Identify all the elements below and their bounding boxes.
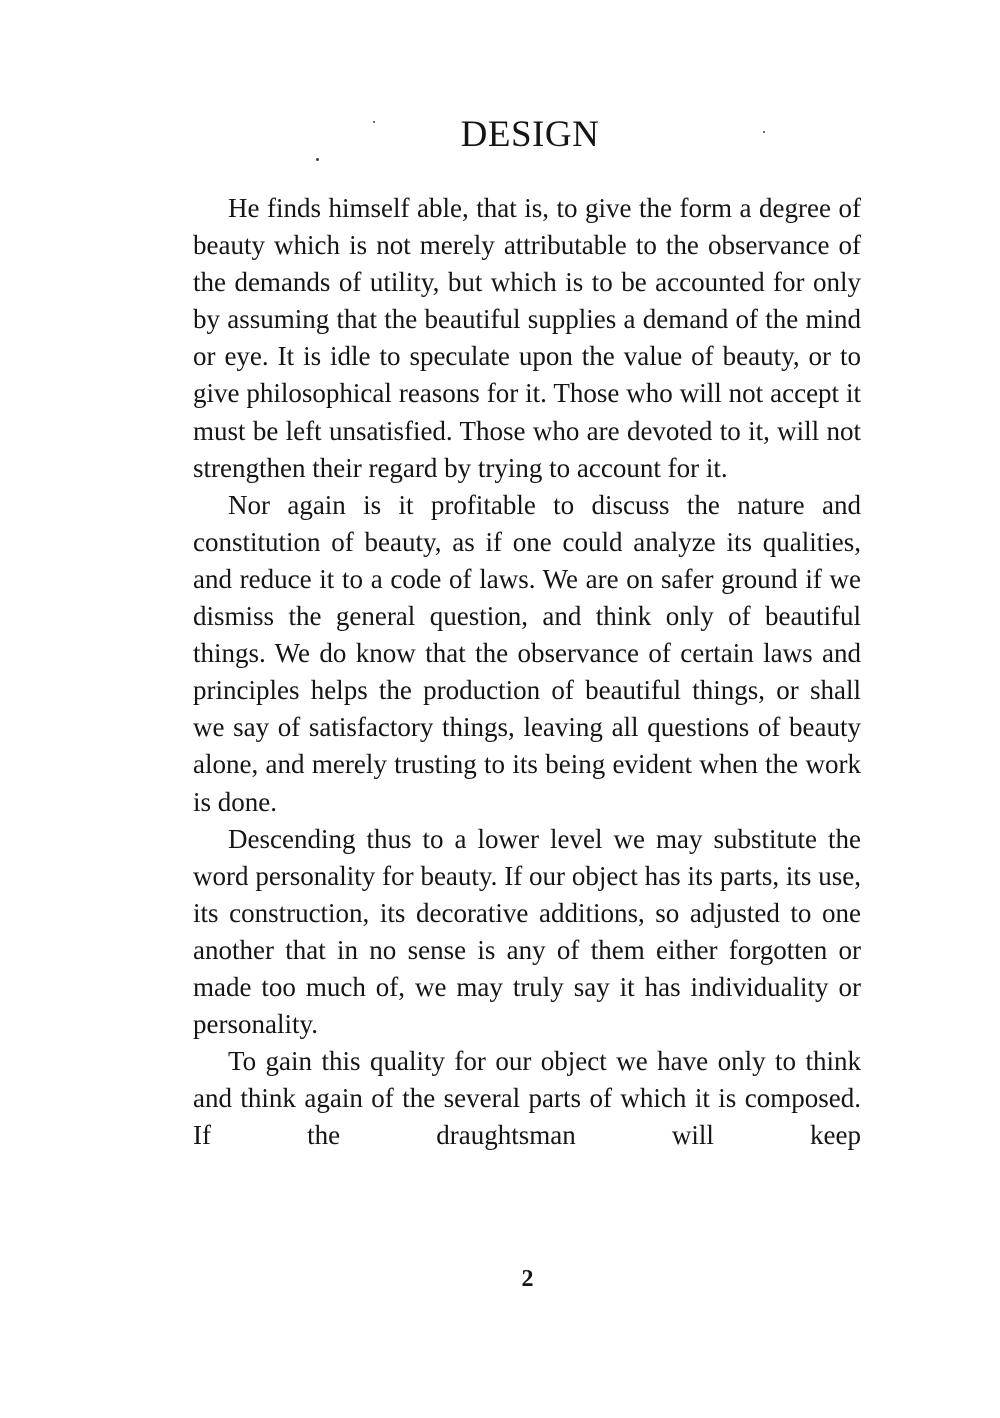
body-text	[193, 190, 861, 1154]
paragraph: To gain this quality for our object we have only to think and think again of the several parts of which it is composed. If the draughtsman will keep	[193, 1046, 861, 1151]
paragraph: Descending thus to a lower level we may substitute the word personality for beauty. If our object has its parts, its use, its construction, its decorative additions, so adjusted to one another that in no sense is any of them either forgotten or made too much of, we may truly say it has individuality or personality.	[193, 823, 861, 1040]
paragraph: He finds himself able, that is, to give the form a degree of beauty which is not merely attributable to the observance of the demands of utility, but which is to be accounted for only by assuming that the beautiful supplies a demand of the mind or eye. It is idle to speculate upon the value of beauty, or to give philosophical reasons for it. Those who will not accept it must be left unsatisfied. Those who are devoted to it, will not strengthen their regard by trying to account for it.	[193, 193, 861, 483]
running-head-title: DESIGN	[460, 114, 600, 155]
print-speck	[316, 158, 319, 161]
page-number: 2	[521, 1266, 534, 1292]
paragraph: Nor again is it profitable to discuss the nature and constitution of beauty, as if one could analyze its qualities, and reduce it to a code of laws. We are on safer ground if we dismiss the general question, and think only of beautiful things. We do know that the observance of certain laws and principles helps the production of beautiful things, or shall we say of satisfactory things, leaving all questions of beauty alone, and merely trusting to its being evident when the work is done.	[193, 489, 861, 817]
